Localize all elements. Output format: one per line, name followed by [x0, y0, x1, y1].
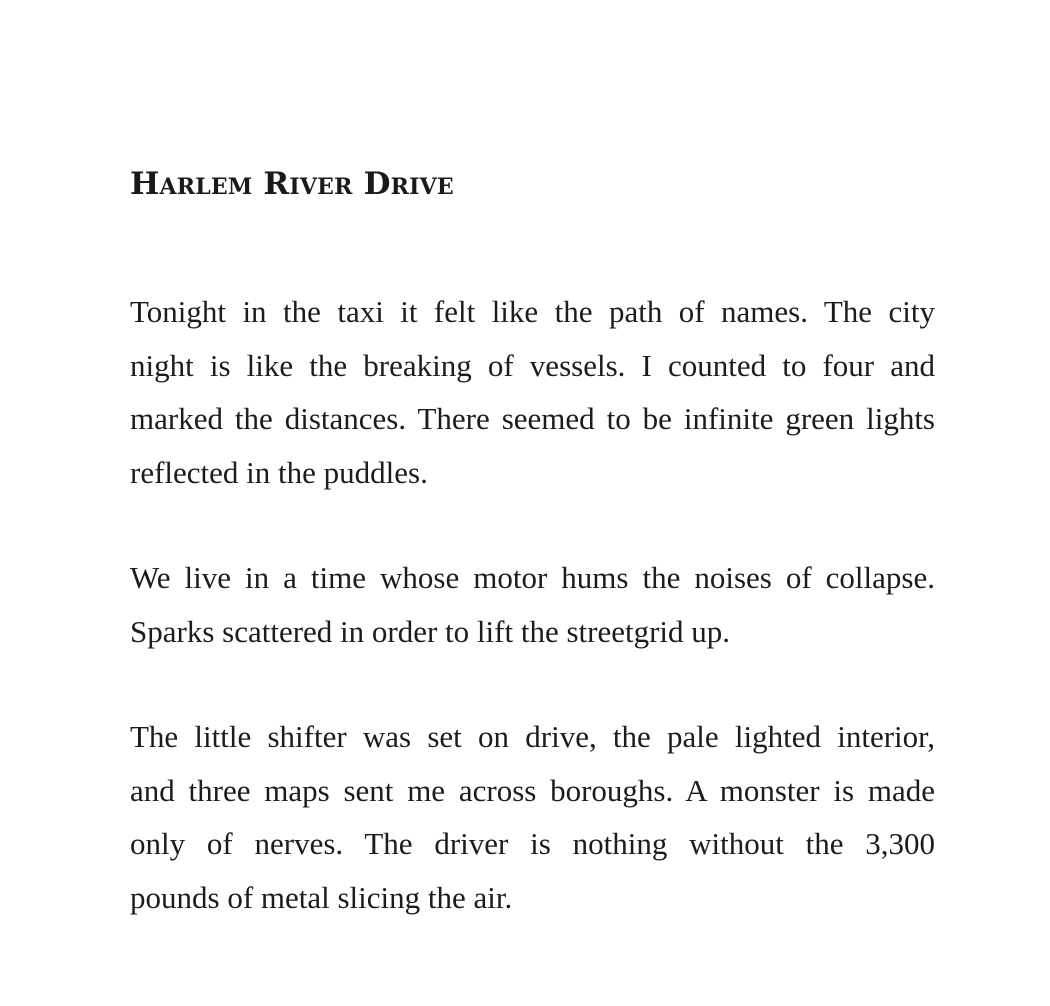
poem-line: and three maps sent me across boroughs. A monster is made	[130, 772, 935, 808]
poem-line: reflected in the puddles.	[130, 454, 428, 490]
poem-line: night is like the breaking of vessels. I counted to four and	[130, 347, 935, 383]
poem-line: The little shifter was set on drive, the pale lighted interior,	[130, 719, 935, 754]
stanza	[130, 551, 935, 658]
poem-line: pounds of metal slicing the air.	[130, 879, 513, 915]
poem-title: Harlem River Drive	[130, 166, 454, 202]
poem-line: Tonight in the taxi it felt like the path of names. The city	[130, 294, 935, 329]
poem-line: We live in a time whose motor hums the noises of collapse.	[130, 560, 935, 595]
poem-line: marked the distances. There seemed to be infinite green lights	[130, 401, 935, 436]
stanza	[130, 710, 935, 924]
poem-line: only of nerves. The driver is nothing without the 3,300	[130, 826, 935, 861]
poem-line: Sparks scattered in order to lift the streetgrid up.	[130, 613, 731, 649]
stanza	[130, 285, 935, 499]
